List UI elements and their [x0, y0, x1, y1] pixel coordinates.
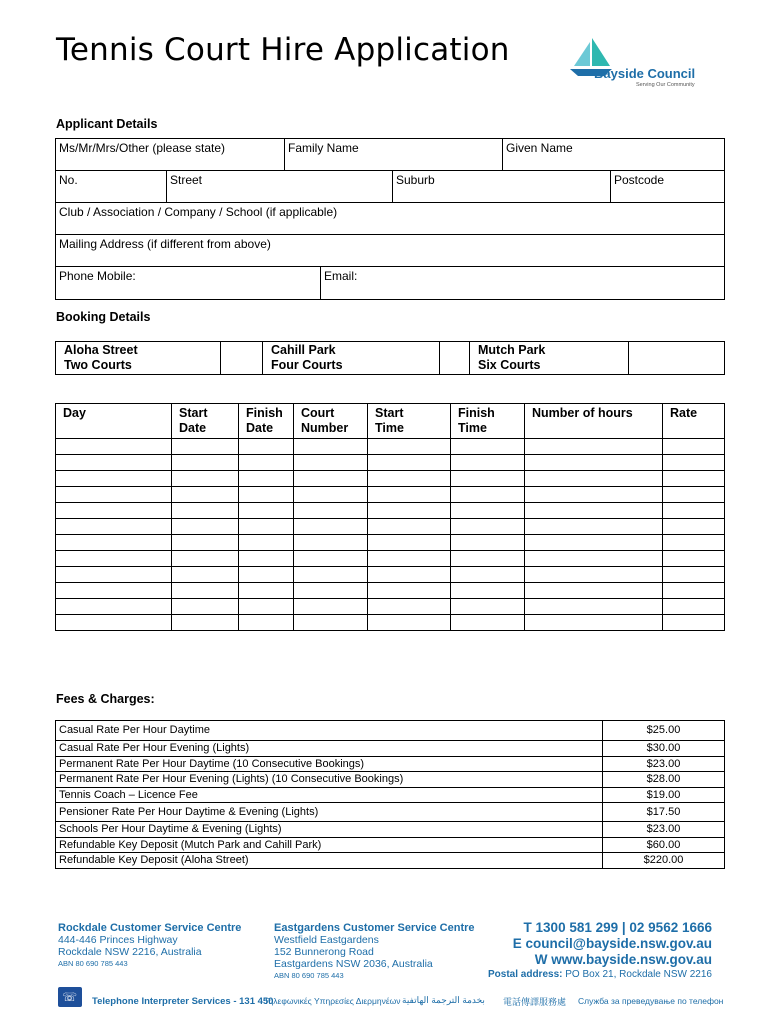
logo-tagline: Serving Our Community	[636, 82, 695, 88]
schedule-cell[interactable]	[56, 567, 172, 583]
fee-amount: $30.00	[603, 741, 725, 757]
booking-details-heading: Booking Details	[56, 310, 151, 324]
schedule-cell[interactable]	[172, 487, 239, 503]
interpreter-greek: Τηλεφωνικές Υπηρεσίες Διερμηνέων	[264, 996, 401, 1006]
schedule-cell[interactable]	[172, 455, 239, 471]
postal-address: Postal address: PO Box 21, Rockdale NSW 2216	[487, 969, 712, 980]
fees-heading: Fees & Charges:	[56, 692, 155, 706]
schedule-cell[interactable]	[663, 599, 725, 615]
schedule-row	[56, 551, 725, 567]
col-day: Day	[56, 404, 172, 439]
interpreter-chinese: 電話傳譯服務處	[503, 997, 567, 1007]
schedule-cell[interactable]	[239, 439, 294, 455]
schedule-cell[interactable]	[294, 471, 368, 487]
interpreter-english: Telephone Interpreter Services - 131 450	[92, 996, 274, 1007]
schedule-cell[interactable]	[525, 535, 663, 551]
fee-label: Refundable Key Deposit (Aloha Street)	[56, 853, 603, 869]
schedule-cell[interactable]	[663, 455, 725, 471]
schedule-cell[interactable]	[56, 535, 172, 551]
schedule-cell[interactable]	[368, 599, 451, 615]
interpreter-macedonian: Служба за преведување по телефон	[578, 996, 724, 1006]
schedule-row	[56, 455, 725, 471]
schedule-cell[interactable]	[56, 503, 172, 519]
schedule-cell[interactable]	[172, 583, 239, 599]
eastgardens-line1: Westfield Eastgardens	[274, 934, 379, 946]
col-court-number: Court Number	[294, 404, 368, 439]
schedule-cell[interactable]	[525, 599, 663, 615]
fees-table	[55, 720, 725, 869]
schedule-cell[interactable]	[294, 519, 368, 535]
phone-label: Phone Mobile:	[59, 269, 136, 283]
schedule-cell[interactable]	[525, 583, 663, 599]
fee-label: Tennis Coach – Licence Fee	[56, 787, 603, 803]
fee-row	[56, 837, 725, 853]
schedule-cell[interactable]	[56, 615, 172, 631]
fee-row	[56, 822, 725, 838]
schedule-cell[interactable]	[451, 519, 525, 535]
interpreter-arabic: بخدمة الترجمة الهاتفية	[402, 995, 485, 1005]
schedule-cell[interactable]	[451, 599, 525, 615]
fee-label: Schools Per Hour Daytime & Evening (Lights)	[56, 822, 603, 838]
schedule-cell[interactable]	[451, 487, 525, 503]
schedule-cell[interactable]	[525, 455, 663, 471]
schedule-row	[56, 599, 725, 615]
schedule-cell[interactable]	[368, 583, 451, 599]
schedule-cell[interactable]	[663, 583, 725, 599]
eastgardens-line2: 152 Bunnerong Road	[274, 946, 374, 958]
booking-schedule-table	[55, 403, 725, 631]
schedule-row	[56, 487, 725, 503]
schedule-cell[interactable]	[663, 615, 725, 631]
schedule-cell[interactable]	[525, 551, 663, 567]
schedule-cell[interactable]	[56, 599, 172, 615]
fee-label: Casual Rate Per Hour Evening (Lights)	[56, 741, 603, 757]
eastgardens-heading: Eastgardens Customer Service Centre	[274, 922, 475, 934]
no-label: No.	[59, 173, 78, 187]
schedule-cell[interactable]	[368, 503, 451, 519]
schedule-row	[56, 567, 725, 583]
family-name-field[interactable]	[285, 139, 503, 171]
col-rate: Rate	[663, 404, 725, 439]
schedule-row	[56, 439, 725, 455]
schedule-cell[interactable]	[172, 567, 239, 583]
suburb-field[interactable]	[393, 171, 611, 203]
contact-table	[55, 266, 725, 300]
col-start-date: Start Date	[172, 404, 239, 439]
fee-row	[56, 721, 725, 741]
schedule-cell[interactable]	[294, 503, 368, 519]
schedule-cell[interactable]	[663, 471, 725, 487]
schedule-cell[interactable]	[239, 599, 294, 615]
schedule-cell[interactable]	[294, 439, 368, 455]
applicant-details-heading: Applicant Details	[56, 117, 158, 131]
schedule-cell[interactable]	[368, 567, 451, 583]
fee-amount: $19.00	[603, 787, 725, 803]
schedule-cell[interactable]	[451, 583, 525, 599]
schedule-cell[interactable]	[294, 583, 368, 599]
schedule-cell[interactable]	[239, 487, 294, 503]
schedule-cell[interactable]	[172, 615, 239, 631]
schedule-cell[interactable]	[239, 471, 294, 487]
venue-aloha-street: Aloha Street Two Courts	[56, 342, 221, 375]
venue-aloha-checkbox[interactable]	[221, 342, 263, 375]
given-name-field[interactable]	[503, 139, 725, 171]
col-number-of-hours: Number of hours	[525, 404, 663, 439]
contact-block	[480, 920, 712, 982]
phone-field[interactable]	[56, 267, 321, 300]
club-label: Club / Association / Company / School (if applicable)	[59, 205, 338, 219]
schedule-cell[interactable]	[368, 487, 451, 503]
schedule-cell[interactable]	[56, 583, 172, 599]
fee-amount: $28.00	[603, 772, 725, 788]
email-address[interactable]: E council@bayside.nsw.gov.au	[512, 936, 712, 951]
fee-row	[56, 853, 725, 869]
schedule-cell[interactable]	[368, 439, 451, 455]
page-title: Tennis Court Hire Application	[56, 32, 510, 68]
schedule-cell[interactable]	[56, 519, 172, 535]
schedule-cell[interactable]	[663, 519, 725, 535]
given-name-label: Given Name	[506, 141, 573, 155]
schedule-cell[interactable]	[172, 519, 239, 535]
schedule-cell[interactable]	[239, 615, 294, 631]
schedule-cell[interactable]	[56, 471, 172, 487]
schedule-cell[interactable]	[663, 535, 725, 551]
venue-table	[55, 341, 725, 375]
col-finish-date: Finish Date	[239, 404, 294, 439]
street-label: Street	[170, 173, 203, 187]
fee-amount: $23.00	[603, 822, 725, 838]
venue-cahill-checkbox[interactable]	[440, 342, 470, 375]
title-field[interactable]	[56, 139, 285, 171]
schedule-cell[interactable]	[451, 455, 525, 471]
title-label: Ms/Mr/Mrs/Other (please state)	[59, 141, 226, 155]
bayside-council-logo	[566, 36, 706, 92]
schedule-cell[interactable]	[172, 599, 239, 615]
rockdale-heading: Rockdale Customer Service Centre	[58, 922, 242, 934]
schedule-cell[interactable]	[451, 551, 525, 567]
mailing-address-field[interactable]	[56, 235, 725, 267]
fee-label: Refundable Key Deposit (Mutch Park and Cahill Park)	[56, 837, 603, 853]
schedule-cell[interactable]	[451, 439, 525, 455]
schedule-cell[interactable]	[294, 487, 368, 503]
rockdale-abn: ABN 80 690 785 443	[58, 959, 128, 968]
schedule-cell[interactable]	[663, 567, 725, 583]
logo-name: Bayside Council	[594, 66, 696, 81]
eastgardens-centre	[274, 922, 494, 982]
schedule-row	[56, 471, 725, 487]
schedule-cell[interactable]	[451, 503, 525, 519]
rockdale-line1: 444-446 Princes Highway	[58, 934, 178, 946]
schedule-cell[interactable]	[56, 455, 172, 471]
schedule-cell[interactable]	[172, 503, 239, 519]
website[interactable]: W www.bayside.nsw.gov.au	[534, 952, 712, 967]
schedule-header-row	[56, 404, 725, 439]
schedule-cell[interactable]	[451, 567, 525, 583]
schedule-cell[interactable]	[368, 535, 451, 551]
suburb-label: Suburb	[396, 173, 435, 187]
fee-amount: $25.00	[603, 721, 725, 741]
schedule-cell[interactable]	[294, 455, 368, 471]
mailing-label: Mailing Address (if different from above)	[59, 237, 271, 251]
schedule-cell[interactable]	[525, 487, 663, 503]
schedule-cell[interactable]	[294, 551, 368, 567]
fee-row	[56, 756, 725, 772]
schedule-cell[interactable]	[172, 471, 239, 487]
club-field[interactable]	[56, 203, 725, 235]
schedule-cell[interactable]	[368, 551, 451, 567]
schedule-cell[interactable]	[239, 503, 294, 519]
postcode-label: Postcode	[614, 173, 665, 187]
venue-cahill-park: Cahill Park Four Courts	[263, 342, 440, 375]
schedule-cell[interactable]	[663, 487, 725, 503]
col-finish-time: Finish Time	[451, 404, 525, 439]
col-start-time: Start Time	[368, 404, 451, 439]
schedule-cell[interactable]	[239, 455, 294, 471]
schedule-cell[interactable]	[663, 551, 725, 567]
schedule-row	[56, 583, 725, 599]
schedule-cell[interactable]	[294, 535, 368, 551]
schedule-cell[interactable]	[172, 551, 239, 567]
venue-mutch-park: Mutch Park Six Courts	[470, 342, 629, 375]
fee-amount: $60.00	[603, 837, 725, 853]
schedule-cell[interactable]	[56, 551, 172, 567]
fee-row	[56, 787, 725, 803]
schedule-cell[interactable]	[239, 567, 294, 583]
schedule-cell[interactable]	[525, 519, 663, 535]
schedule-row	[56, 503, 725, 519]
fee-amount: $220.00	[603, 853, 725, 869]
schedule-row	[56, 519, 725, 535]
schedule-cell[interactable]	[239, 535, 294, 551]
applicant-details-table	[55, 138, 725, 171]
fee-label: Permanent Rate Per Hour Evening (Lights) (10 Consecutive Bookings)	[56, 772, 603, 788]
fee-label: Permanent Rate Per Hour Daytime (10 Consecutive Bookings)	[56, 756, 603, 772]
schedule-cell[interactable]	[451, 535, 525, 551]
schedule-cell[interactable]	[172, 439, 239, 455]
eastgardens-abn: ABN 80 690 785 443	[274, 971, 344, 980]
schedule-cell[interactable]	[525, 439, 663, 455]
fee-amount: $17.50	[603, 803, 725, 822]
schedule-cell[interactable]	[525, 615, 663, 631]
schedule-cell[interactable]	[294, 599, 368, 615]
schedule-cell[interactable]	[294, 567, 368, 583]
email-label: Email:	[324, 269, 358, 283]
schedule-cell[interactable]	[525, 471, 663, 487]
schedule-cell[interactable]	[663, 503, 725, 519]
fee-row	[56, 741, 725, 757]
fee-amount: $23.00	[603, 756, 725, 772]
schedule-cell[interactable]	[239, 583, 294, 599]
schedule-cell[interactable]	[368, 471, 451, 487]
email-field[interactable]	[321, 267, 725, 300]
schedule-cell[interactable]	[368, 455, 451, 471]
rockdale-line2: Rockdale NSW 2216, Australia	[58, 946, 202, 958]
schedule-cell[interactable]	[239, 519, 294, 535]
eastgardens-line3: Eastgardens NSW 2036, Australia	[274, 958, 433, 970]
phone-numbers[interactable]: T 1300 581 299 | 02 9562 1666	[523, 920, 712, 935]
schedule-cell[interactable]	[368, 615, 451, 631]
schedule-cell[interactable]	[525, 567, 663, 583]
schedule-cell[interactable]	[451, 471, 525, 487]
schedule-cell[interactable]	[294, 615, 368, 631]
fee-label: Pensioner Rate Per Hour Daytime & Evening (Lights)	[56, 803, 603, 822]
fee-label: Casual Rate Per Hour Daytime	[56, 721, 603, 741]
address-table	[55, 170, 725, 203]
club-table	[55, 202, 725, 267]
fee-row	[56, 772, 725, 788]
schedule-cell[interactable]	[525, 503, 663, 519]
venue-mutch-checkbox[interactable]	[629, 342, 725, 375]
postcode-field[interactable]	[611, 171, 725, 203]
interpreter-service-icon: ☏	[58, 987, 82, 1007]
schedule-row	[56, 535, 725, 551]
street-field[interactable]	[167, 171, 393, 203]
family-name-label: Family Name	[288, 141, 359, 155]
schedule-cell[interactable]	[451, 615, 525, 631]
schedule-cell[interactable]	[368, 519, 451, 535]
schedule-row	[56, 615, 725, 631]
rockdale-centre	[58, 922, 268, 970]
schedule-cell[interactable]	[56, 487, 172, 503]
schedule-cell[interactable]	[239, 551, 294, 567]
schedule-cell[interactable]	[172, 535, 239, 551]
schedule-cell[interactable]	[663, 439, 725, 455]
schedule-cell[interactable]	[56, 439, 172, 455]
fee-row	[56, 803, 725, 822]
street-number-field[interactable]	[56, 171, 167, 203]
